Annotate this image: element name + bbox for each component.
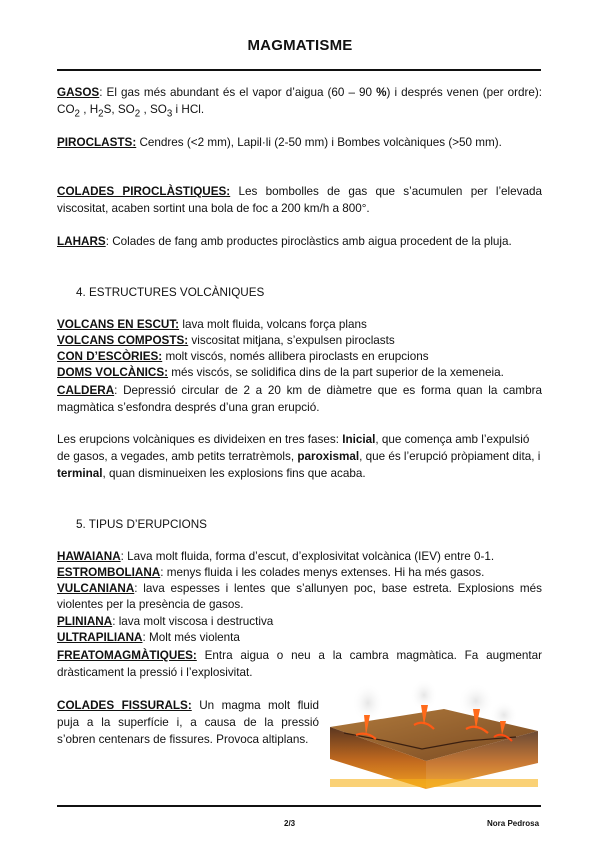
estromboliana-line: ESTROMBOLIANA: menys fluida i les colades menys extenses. Hi ha més gasos. [57,566,485,579]
piroclasts-label: PIROCLASTS: [57,136,137,149]
caldera-label: CALDERA [57,384,115,397]
gasos-label: GASOS [57,86,100,99]
fases-paragraph: Les erupcions volcàniques es divideixen en tres fases: Inicial, que comença amb l’expulsió de gasos, a vegades, amb petits terratrèmols, paroxismal, que és l’erupció pròpiament dita, i terminal, quan disminueixen les explosions fins que acaba. [57,433,541,480]
piroclasts-paragraph: PIROCLASTS: Cendres (<2 mm), Lapil·li (2-50 mm) i Bombes volcàniques (>50 mm). [57,136,502,149]
lahars-paragraph: LAHARS: Colades de fang amb productes piroclàstics amb aigua procedent de la pluja. [57,235,512,248]
title-rule [57,69,541,71]
section-heading-tipus: 5. TIPUS D’ERUPCIONS [76,518,207,531]
hawaiana-line: HAWAIANA: Lava molt fluida, forma d’escut, d’explosivitat volcànica (IEV) entre 0-1. [57,550,495,563]
structure-item: VOLCANS COMPOSTS: viscositat mitjana, s’expulsen piroclasts [57,334,395,347]
structure-item: CON D’ESCÒRIES: molt viscós, només allibera piroclasts en erupcions [57,350,429,363]
lahars-label: LAHARS [57,235,106,248]
vulcaniana-paragraph: VULCANIANA: lava espesses i lentes que s’allunyen poc, base estreta. Explosions més violentes per la presència de gasos. [57,582,542,611]
footer-rule [57,805,541,807]
pliniana-line: PLINIANA: lava molt viscosa i destructiva [57,615,274,628]
colades-fissurals-paragraph: COLADES FISSURALS: Un magma molt fluid puja a la superfície i, a causa de la pressió s’obren centenars de fissures. Provoca altiplans. [57,699,320,746]
colades-piroclastiques-paragraph: COLADES PIROCLÀSTIQUES: Les bombolles de gas que s’acumulen per l’elevada viscositat, acaben sortint una bola de foc a 200 km/h a 800°. [57,185,542,215]
caldera-paragraph: CALDERA: Depressió circular de 2 a 20 km de diàmetre que es forma quan la cambra magmàtica s’esfondra després d’una gran erupció. [57,384,542,414]
colades-piroclastiques-label: COLADES PIROCLÀSTIQUES: [57,185,231,198]
freatomagmatiques-paragraph: FREATOMAGMÀTIQUES: Entra aigua o neu a la cambra magmàtica. Fa augmentar dràsticament la pressió i l’explosivitat. [57,649,542,679]
footer-author: Nora Pedrosa [487,819,540,828]
page-title: MAGMATISME [247,37,353,54]
gasos-paragraph: GASOS: El gas més abundant és el vapor d’aigua (60 – 90 %) i després venen (per ordre): $CO_2$ , $H_2S$, $SO_2$ , $SO_3$ i HCl. [57,86,542,120]
section-heading-estructures: 4. ESTRUCTURES VOLCÀNIQUES [76,286,265,299]
ultrapiliana-line: ULTRAPILIANA: Molt més violenta [57,631,240,644]
structure-item: DOMS VOLCÀNICS: més viscós, se solidifica dins de la part superior de la xemeneia. [57,366,504,379]
page-number: 2/3 [284,819,296,828]
fissure-eruption-illustration [326,679,542,791]
structure-item: VOLCANS EN ESCUT: lava molt fluida, volcans força plans [57,318,367,331]
